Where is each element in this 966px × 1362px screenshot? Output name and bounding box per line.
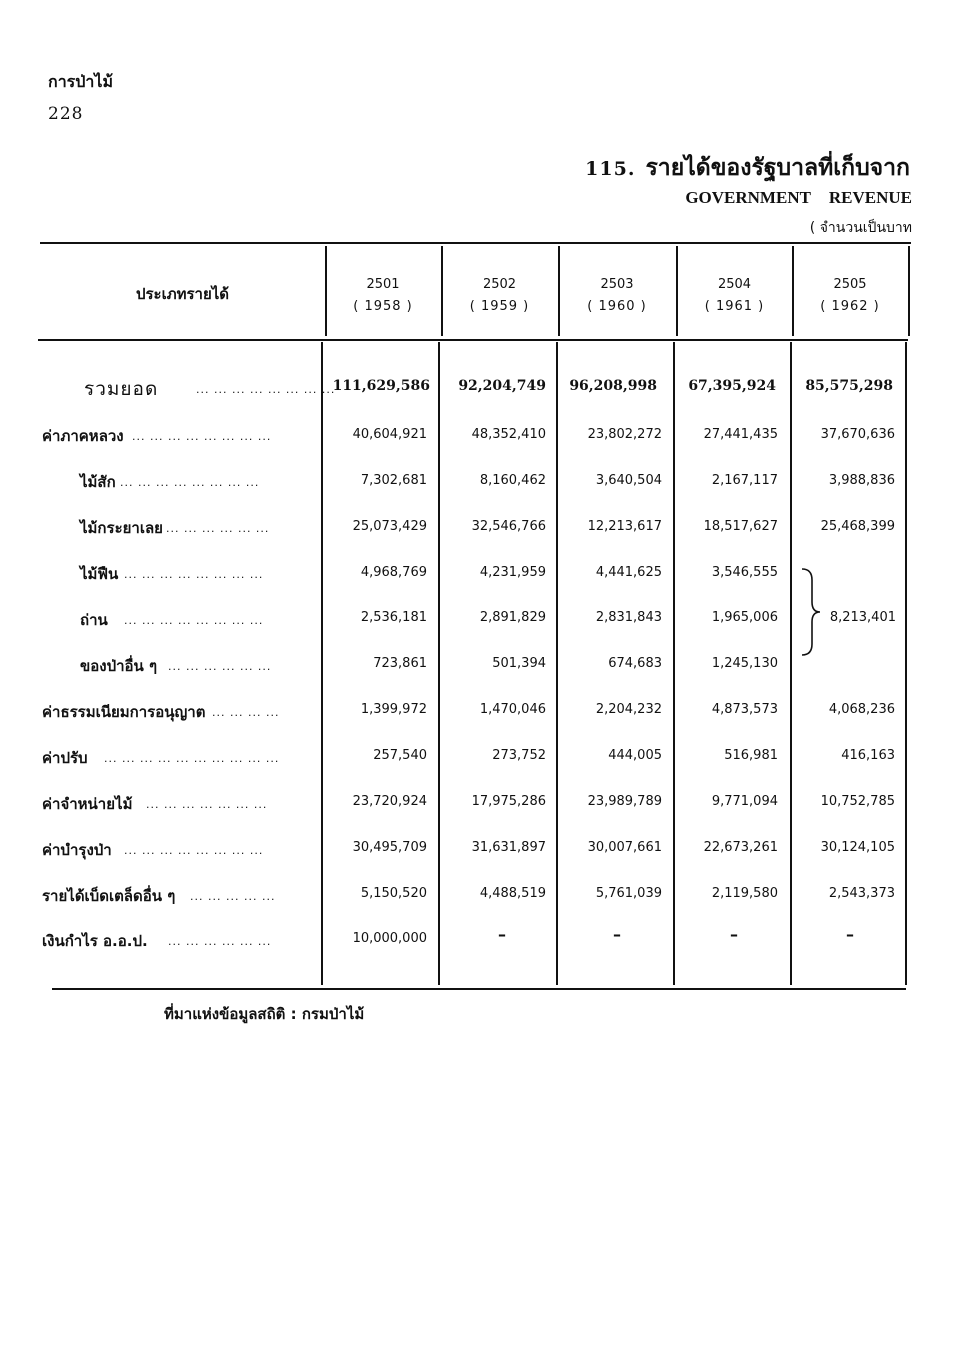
row-label: ค่าปรับ [42,749,88,767]
row-label: เงินกำไร อ.อ.ป. [42,932,148,950]
table-cell: 1,965,006 [711,610,778,625]
row-label: ค่าจำหน่ายไม้ [42,795,133,813]
table-cell: 12,213,617 [587,519,662,534]
table-cell: 4,068,236 [828,702,895,717]
year-be: 2504 [717,277,752,292]
table-cell: 2,891,829 [479,610,546,625]
row-label: ค่าภาคหลวง [42,427,124,445]
table-header-rule [38,339,908,341]
col-separator [321,342,323,985]
col-separator [905,342,907,985]
table-cell: 18,517,627 [703,519,778,534]
col-separator [556,342,558,985]
table-number: 115. [585,158,636,180]
leader-dots: ... ... ... ... ... ... ... ... [120,476,260,489]
table-cell-empty: – [846,925,854,944]
year-be: 2501 [366,277,400,292]
row-label: ของป่าอื่น ๆ [80,657,158,675]
table-cell-empty: – [613,925,621,944]
table-cell: 501,394 [492,656,546,671]
table-cell: 416,163 [841,748,895,763]
table-cell: 22,673,261 [703,840,778,855]
col-separator [908,246,910,336]
table-cell: 8,160,462 [479,473,546,488]
table-cell: 257,540 [373,748,427,763]
row-label-total: รวมยอด [84,378,159,400]
table-bottom-rule [52,988,906,990]
col-separator [790,342,792,985]
merged-cell-2505: 8,213,401 [829,610,896,625]
table-cell: 31,631,897 [471,840,546,855]
table-title [585,150,910,186]
year-header-2502 [443,274,556,318]
table-cell: 96,208,998 [569,378,657,394]
row-label: รายได้เบ็ดเตล็ดอื่น ๆ [42,887,176,905]
revenue-type-header: ประเภทรายได้ [135,285,230,303]
table-cell: 444,005 [608,748,662,763]
leader-dots: ... ... ... ... ... ... ... ... [124,568,264,581]
table-cell: 1,399,972 [360,702,427,717]
table-cell: 5,150,520 [360,886,427,901]
table-cell: 2,543,373 [828,886,895,901]
table-cell: 2,119,580 [711,886,778,901]
table-cell: 1,470,046 [479,702,546,717]
table-cell: 516,981 [724,748,778,763]
table-cell: 2,831,843 [595,610,662,625]
row-label: ไม้สัก [80,473,116,491]
table-cell: 9,771,094 [711,794,778,809]
table-cell: 674,683 [608,656,662,671]
leader-dots: ... ... ... ... ... ... ... ... [124,844,264,857]
table-cell: 4,873,573 [711,702,778,717]
year-header-2503 [560,274,674,318]
row-label: ถ่าน [80,611,108,629]
data-source-note: ที่มาแห่งข้อมูลสถิติ : กรมป่าไม้ [164,1005,365,1023]
year-ad: ( 1958 ) [353,299,413,314]
leader-dots: ... ... ... ... ... ... [168,935,272,948]
table-cell: 2,167,117 [711,473,778,488]
table-cell: 2,204,232 [595,702,662,717]
leader-dots: ... ... ... ... ... ... ... ... [124,614,264,627]
year-ad: ( 1959 ) [469,299,530,314]
table-cell-empty: – [730,925,738,944]
table-cell: 2,536,181 [360,610,427,625]
year-be: 2503 [600,277,634,292]
year-header-2504 [678,274,791,318]
year-ad: ( 1960 ) [587,299,647,314]
year-ad: ( 1961 ) [704,299,765,314]
table-cell: 30,495,709 [352,840,427,855]
table-cell: 4,488,519 [479,886,546,901]
table-cell: 27,441,435 [703,427,778,442]
col-separator [438,342,440,985]
table-title-english: GOVERNMENT REVENUE [685,188,912,207]
table-cell: 32,546,766 [471,519,546,534]
table-cell: 25,468,399 [820,519,895,534]
table-cell: 25,073,429 [352,519,427,534]
table-cell: 23,989,789 [587,794,662,809]
row-label: ค่าธรรมเนียมการอนุญาต [42,703,206,721]
table-cell: 4,968,769 [360,565,427,580]
table-cell: 3,546,555 [711,565,778,580]
leader-dots: ... ... ... ... ... ... ... [146,798,268,811]
leader-dots: ... ... ... ... ... ... [166,522,270,535]
leader-dots: ... ... ... ... [212,706,280,719]
table-cell: 48,352,410 [471,427,546,442]
section-category: การป่าไม้ [48,72,113,91]
year-header-2505 [794,274,906,318]
table-cell: 17,975,286 [471,794,546,809]
table-cell: 10,000,000 [352,931,427,946]
leader-dots: ... ... ... ... ... [190,890,276,903]
page-number: 228 [48,104,84,124]
row-label: ไม้ฟืน [80,565,119,583]
year-be: 2505 [833,277,867,292]
table-cell: 40,604,921 [352,427,427,442]
table-cell: 4,441,625 [595,565,662,580]
table-cell: 10,752,785 [820,794,895,809]
table-cell: 30,007,661 [587,840,662,855]
table-cell: 30,124,105 [820,840,895,855]
table-cell: 3,640,504 [595,473,662,488]
table-cell-empty: – [498,925,506,944]
table-title-thai: รายได้ของรัฐบาลที่เก็บจาก [645,154,910,181]
table-cell: 67,395,924 [688,378,776,394]
table-top-rule [40,242,911,244]
table-cell: 23,720,924 [352,794,427,809]
table-cell: 92,204,749 [458,378,546,394]
table-cell: 1,245,130 [711,656,778,671]
table-cell: 7,302,681 [360,473,427,488]
leader-dots: ... ... ... ... ... ... ... ... ... ... [104,752,280,765]
table-cell: 23,802,272 [587,427,662,442]
year-be: 2502 [482,277,517,292]
right-brace-icon [800,568,822,656]
table-cell: 3,988,836 [828,473,895,488]
table-cell: 111,629,586 [332,378,430,394]
year-ad: ( 1962 ) [820,299,880,314]
table-cell: 273,752 [492,748,546,763]
table-cell: 5,761,039 [595,886,662,901]
leader-dots: ... ... ... ... ... ... [168,660,272,673]
col-separator [673,342,675,985]
leader-dots: ... ... ... ... ... ... ... ... [132,430,272,443]
table-cell: 4,231,959 [479,565,546,580]
table-cell: 85,575,298 [805,378,893,394]
table-cell: 723,861 [373,656,427,671]
table-cell: 37,670,636 [820,427,895,442]
unit-note: ( จำนวนเป็นบาท [809,220,912,236]
year-header-2501 [327,274,439,318]
leader-dots: ... ... ... ... ... ... ... ... [196,383,336,396]
row-label: ค่าบำรุงป่า [42,841,112,859]
row-label: ไม้กระยาเลย [80,519,163,537]
